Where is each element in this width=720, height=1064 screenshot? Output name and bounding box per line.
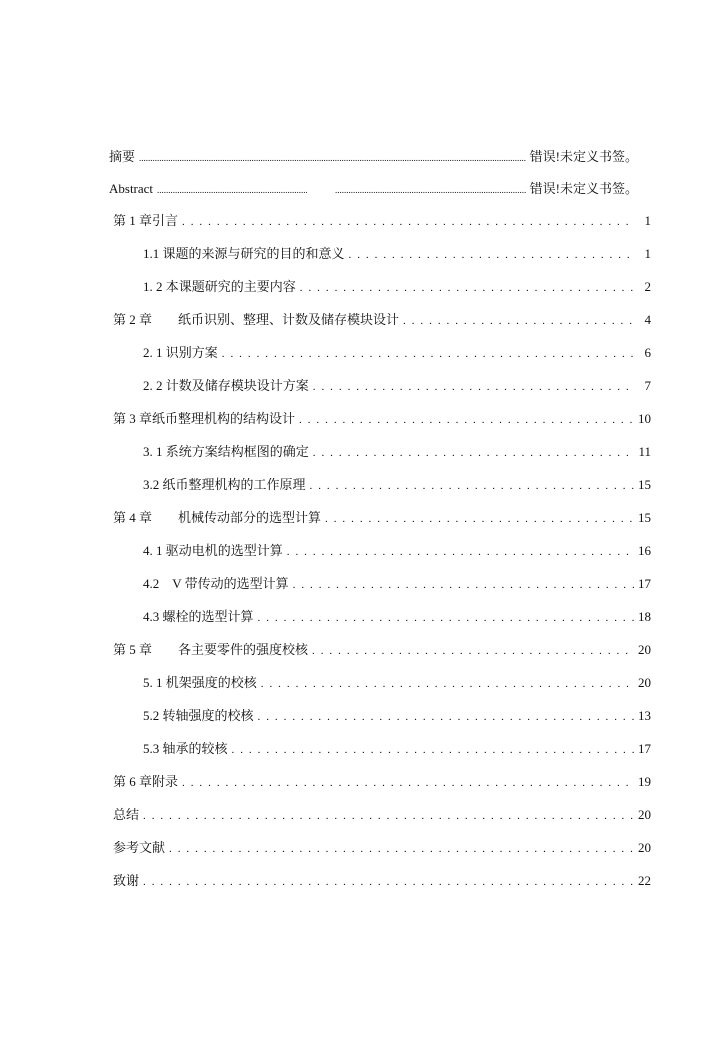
toc-page-number: 15 [638,510,651,525]
toc-page-number: 17 [638,576,651,591]
toc-leader [143,807,634,821]
toc-entry-label: 第 3 章纸币整理机构的结构设计 [113,411,296,426]
toc-page-number: 20 [638,807,651,822]
toc-entry-chapter-1[interactable] [113,207,651,229]
toc-entry-label: 总结 [113,807,140,822]
toc-entry-label: 摘要 [109,149,136,164]
toc-page-number: 19 [638,774,651,789]
toc-page-number: 17 [638,741,651,756]
toc-leader [325,510,634,524]
toc-entry-chapter-2[interactable] [113,306,651,328]
toc-entry-error-text: 错误!未定义书签。 [529,149,638,164]
toc-entry-section-4-3[interactable] [143,603,651,625]
toc-entry-error-text: 错误!未定义书签。 [529,181,638,196]
toc-leader [232,741,634,755]
toc-entry-section-5-1[interactable] [143,669,651,691]
toc-entry-label: 第 4 章 机械传动部分的选型计算 [113,510,322,525]
toc-leader [287,543,634,557]
toc-leader [313,378,635,392]
toc-leader [293,576,634,590]
toc-entry-section-3-1[interactable] [143,438,651,460]
toc-page-number: 2 [644,279,651,294]
toc-entry-label: 1.1 课题的来源与研究的目的和意义 [143,246,345,261]
toc-page-number: 16 [638,543,651,558]
toc-entry-label: 1. 2 本课题研究的主要内容 [143,279,296,294]
toc-page-number: 4 [644,312,651,327]
toc-entry-label: 2. 1 识别方案 [143,345,218,360]
toc-entry-section-1-1[interactable] [143,240,651,262]
toc-page-number: 10 [638,411,651,426]
toc-entry-label: 第 6 章附录 [113,774,179,789]
toc-entry-summary[interactable] [113,801,651,823]
toc-page-number: 13 [638,708,651,723]
toc-entry-section-2-2[interactable] [143,372,651,394]
toc-leader [403,312,635,326]
toc-page-number: 20 [638,675,651,690]
toc-page-number: 18 [638,609,651,624]
toc-entry-chapter-5[interactable] [113,636,651,658]
toc-entry-section-2-1[interactable] [143,339,651,361]
toc-leader [222,345,635,359]
toc-entry-label: 致谢 [113,873,140,888]
toc-entry-chapter-3[interactable] [113,405,651,427]
toc-leader [299,411,634,425]
toc-page-number: 1 [644,246,651,261]
toc-leader [182,774,634,788]
toc-entry-label: 5.3 轴承的较核 [143,741,228,756]
toc-leader [139,149,526,163]
toc-leader [349,246,635,260]
toc-page-number: 20 [638,840,651,855]
toc-entry-label: 3. 1 系统方案结构框图的确定 [143,444,309,459]
toc-leader [261,675,634,689]
toc-page-number: 22 [638,873,651,888]
toc-leader [169,840,634,854]
toc-entry-label: 4.3 螺栓的选型计算 [143,609,254,624]
toc-entry-chapter-4[interactable] [113,504,651,526]
toc-entry-label: 5.2 转轴强度的校核 [143,708,254,723]
toc-leader [182,213,635,227]
toc-entry-section-3-2[interactable] [143,471,651,493]
toc-leader [258,708,634,722]
toc-leader [335,181,526,195]
toc-entry-label: 5. 1 机架强度的校核 [143,675,257,690]
toc-entry-label: 4. 1 驱动电机的选型计算 [143,543,283,558]
toc-page-number: 1 [644,213,651,228]
toc-entry-label: 2. 2 计数及储存模块设计方案 [143,378,309,393]
toc-entry-abstract-cn[interactable] [109,143,638,165]
toc-entry-section-4-2[interactable] [143,570,651,592]
toc-entry-chapter-6[interactable] [113,768,651,790]
toc-entry-acknowledgements[interactable] [113,867,651,889]
toc-leader [157,181,307,195]
toc-entry-section-4-1[interactable] [143,537,651,559]
toc-page-number: 11 [638,444,651,459]
toc-entry-section-5-3[interactable] [143,735,651,757]
toc-entry-label: 第 5 章 各主要零件的强度校核 [113,642,309,657]
toc-entry-section-1-2[interactable] [143,273,651,295]
toc-leader [310,477,634,491]
toc-entry-section-5-2[interactable] [143,702,651,724]
toc-entry-label: 参考文献 [113,840,166,855]
toc-entry-references[interactable] [113,834,651,856]
toc-entry-label: 3.2 纸币整理机构的工作原理 [143,477,306,492]
toc-page-number: 20 [638,642,651,657]
toc-page-number: 7 [644,378,651,393]
toc-leader [143,873,634,887]
toc-entry-abstract-en[interactable] [109,175,638,197]
toc-leader [300,279,635,293]
toc-leader [313,444,635,458]
toc-page-number: 6 [644,345,651,360]
toc-leader [312,642,634,656]
toc-entry-label: 4.2 V 带传动的选型计算 [143,576,289,591]
toc-entry-label: 第 1 章引言 [113,213,179,228]
toc-page-number: 15 [638,477,651,492]
toc-entry-label: 第 2 章 纸币识别、整理、计数及储存模块设计 [113,312,400,327]
toc-entry-label: Abstract [109,181,154,196]
toc-leader [258,609,634,623]
